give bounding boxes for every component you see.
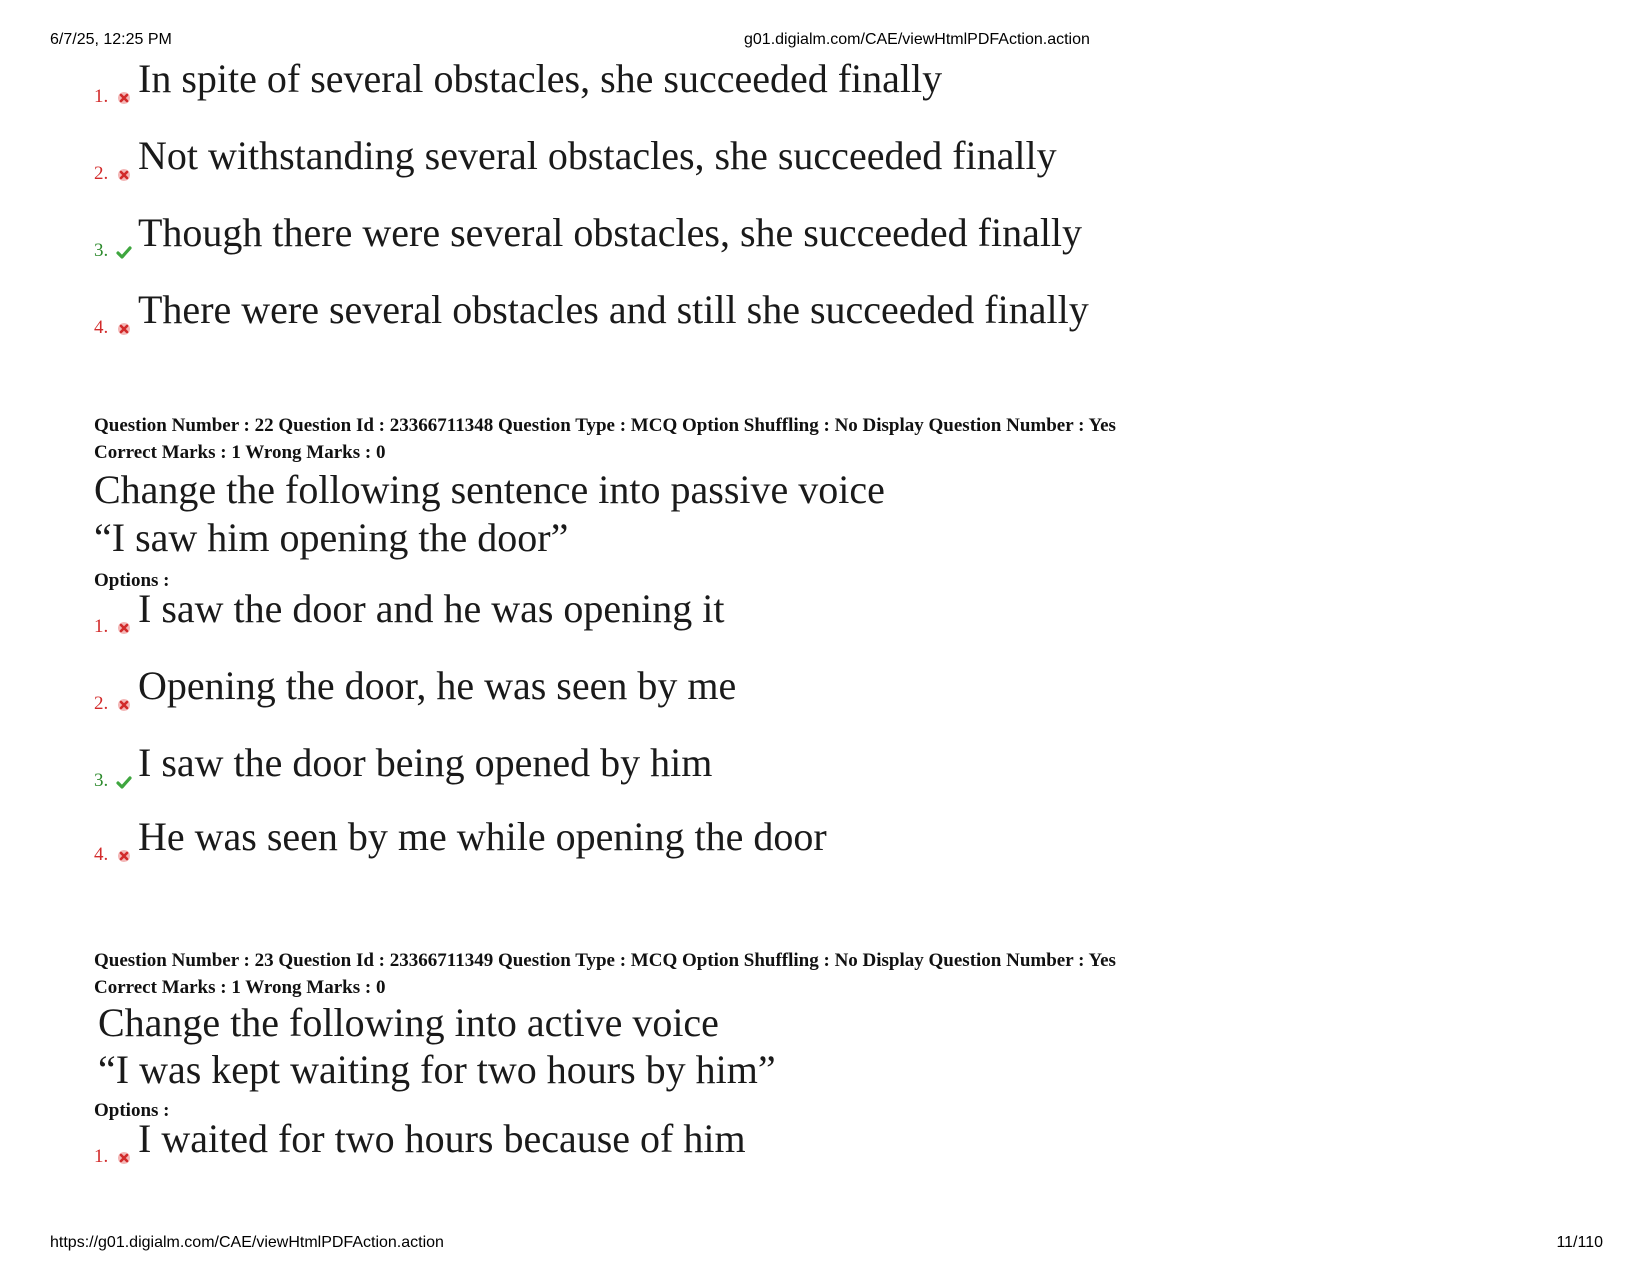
option-text: I waited for two hours because of him [138,1116,746,1161]
option-text: Though there were several obstacles, she succeeded finally [138,210,1083,255]
option-number: 4. [94,317,109,338]
option-row [94,1110,1394,1170]
options-label: Options : [94,1100,170,1121]
option-text: I saw the door and he was opening it [138,586,725,631]
option-row [94,127,1394,187]
question-marks: Correct Marks : 1 Wrong Marks : 0 [94,442,386,463]
cross-icon [116,321,132,337]
options-label: Options : [94,570,170,591]
option-number: 1. [94,1146,109,1167]
cross-icon [116,697,132,713]
option-row [94,808,1394,868]
check-icon [116,774,132,790]
header-url: g01.digialm.com/CAE/viewHtmlPDFAction.action [744,31,1090,48]
cross-icon [116,848,132,864]
option-text: He was seen by me while opening the door [138,814,827,859]
option-row [94,50,1394,110]
cross-icon [116,90,132,106]
cross-icon [116,167,132,183]
option-row [94,657,1394,717]
option-number: 1. [94,616,109,637]
option-number: 2. [94,163,109,184]
page-footer [0,1234,1651,1264]
question-meta: Question Number : 22 Question Id : 23366711348 Question Type : MCQ Option Shuffling : No Display Question Number : Yes [94,415,1116,436]
header-datetime: 6/7/25, 12:25 PM [50,31,172,48]
cross-icon [116,620,132,636]
page-number: 11/110 [1556,1234,1603,1251]
footer-url: https://g01.digialm.com/CAE/viewHtmlPDFAction.action [50,1234,444,1251]
option-text: In spite of several obstacles, she succeeded finally [138,56,943,101]
question-text: “I was kept waiting for two hours by him” [98,1047,776,1092]
option-number: 3. [94,240,109,261]
question-marks: Correct Marks : 1 Wrong Marks : 0 [94,977,386,998]
option-row [94,281,1394,341]
cross-icon [116,1150,132,1166]
option-row [94,580,1394,640]
check-icon [116,244,132,260]
option-row [94,204,1394,264]
question-text: Change the following sentence into passive voice [94,467,885,512]
option-text: I saw the door being opened by him [138,740,713,785]
option-row [94,734,1394,794]
option-number: 1. [94,86,109,107]
question-text: Change the following into active voice [98,1000,719,1045]
option-text: There were several obstacles and still she succeeded finally [138,287,1089,332]
option-number: 3. [94,770,109,791]
option-text: Not withstanding several obstacles, she succeeded finally [138,133,1057,178]
question-meta: Question Number : 23 Question Id : 23366711349 Question Type : MCQ Option Shuffling : No Display Question Number : Yes [94,950,1116,971]
question-text: “I saw him opening the door” [94,515,569,560]
option-number: 4. [94,844,109,865]
option-number: 2. [94,693,109,714]
option-text: Opening the door, he was seen by me [138,663,737,708]
